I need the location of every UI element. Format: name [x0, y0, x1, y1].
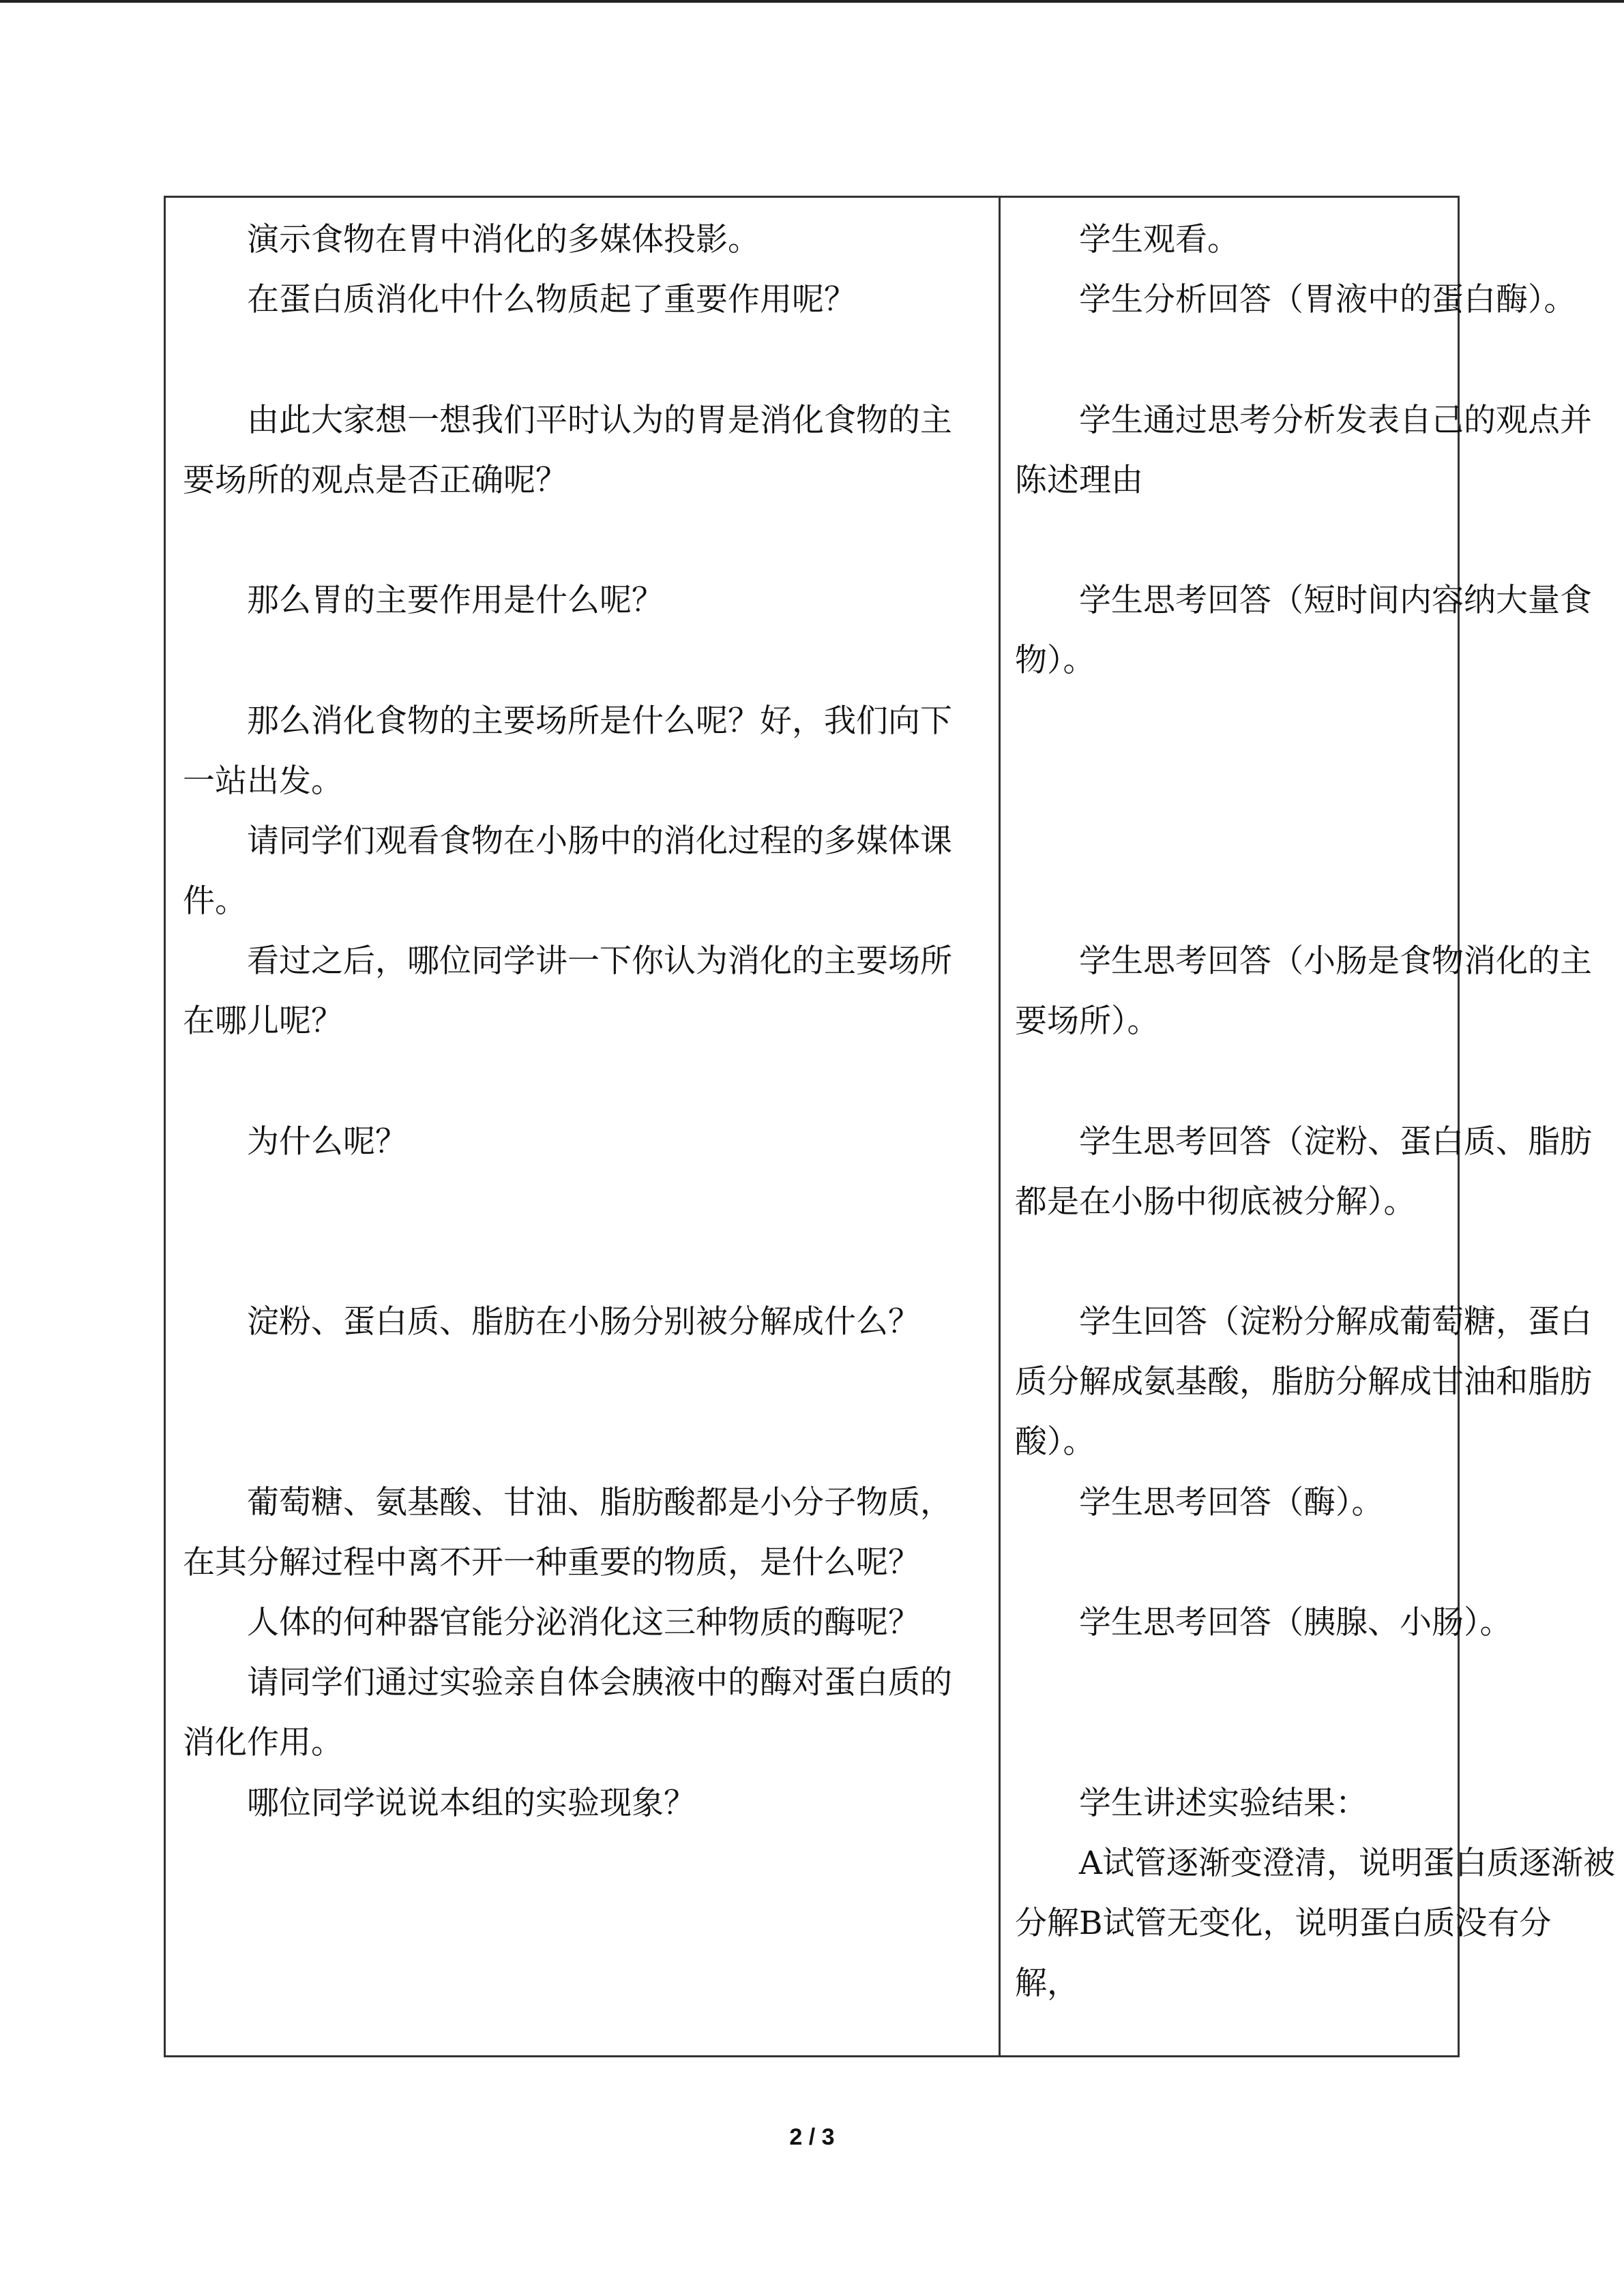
teacher-text: 为什么呢？ [247, 1123, 407, 1161]
teacher-text: 哪位同学说说本组的实验现象？ [247, 1785, 696, 1822]
student-text: 学生讲述实验结果： [1079, 1785, 1368, 1822]
teacher-text: 淀粉、蛋白质、脂肪在小肠分别被分解成什么？ [247, 1303, 920, 1341]
teacher-text: 人体的何种器官能分泌消化这三种物质的酶呢？ [247, 1604, 920, 1641]
teacher-text: 请同学们观看食物在小肠中的消化过程的多媒体课件。 [183, 822, 952, 920]
teacher-text: 那么胃的主要作用是什么呢？ [247, 582, 664, 619]
student-text: 学生通过思考分析发表自己的观点并陈述理由 [1015, 402, 1592, 499]
student-text: 学生思考回答（小肠是食物消化的主要场所）。 [1015, 942, 1592, 1040]
student-text: 学生思考回答（胰腺、小肠）。 [1079, 1604, 1512, 1641]
top-border-line [0, 0, 1624, 3]
student-text: 学生回答（淀粉分解成葡萄糖，蛋白质分解成氨基酸，脂肪分解成甘油和脂肪酸）。 [1015, 1303, 1592, 1461]
page-number: 2 / 3 [789, 2124, 835, 2150]
student-text: 学生思考回答（酶）。 [1079, 1484, 1384, 1521]
column-divider [999, 198, 1001, 2055]
teacher-text: 在蛋白质消化中什么物质起了重要作用呢？ [247, 281, 856, 318]
teacher-text: 那么消化食物的主要场所是什么呢？好，我们向下一站出发。 [183, 702, 952, 800]
teacher-text: 由此大家想一想我们平时认为的胃是消化食物的主要场所的观点是否正确呢？ [183, 402, 952, 499]
lesson-table [164, 196, 1615, 2057]
teacher-text: 请同学们通过实验亲自体会胰液中的酶对蛋白质的消化作用。 [183, 1664, 952, 1761]
student-text: 学生思考回答（短时间内容纳大量食物）。 [1015, 582, 1592, 679]
student-text: 学生思考回答（淀粉、蛋白质、脂肪都是在小肠中彻底被分解）。 [1015, 1123, 1592, 1221]
student-text: 学生观看。 [1079, 221, 1239, 258]
teacher-text: 葡萄糖、氨基酸、甘油、脂肪酸都是小分子物质，在其分解过程中离不开一种重要的物质，是什么呢？ [183, 1484, 952, 1581]
student-text: 学生分析回答（胃液中的蛋白酶）。 [1079, 281, 1576, 318]
teacher-text: 看过之后，哪位同学讲一下你认为消化的主要场所在哪儿呢？ [183, 942, 952, 1040]
student-text: A试管逐渐变澄清，说明蛋白质逐渐被分解B试管无变化，说明蛋白质没有分解， [1015, 1845, 1615, 2002]
teacher-text: 演示食物在胃中消化的多媒体投影。 [247, 221, 760, 258]
